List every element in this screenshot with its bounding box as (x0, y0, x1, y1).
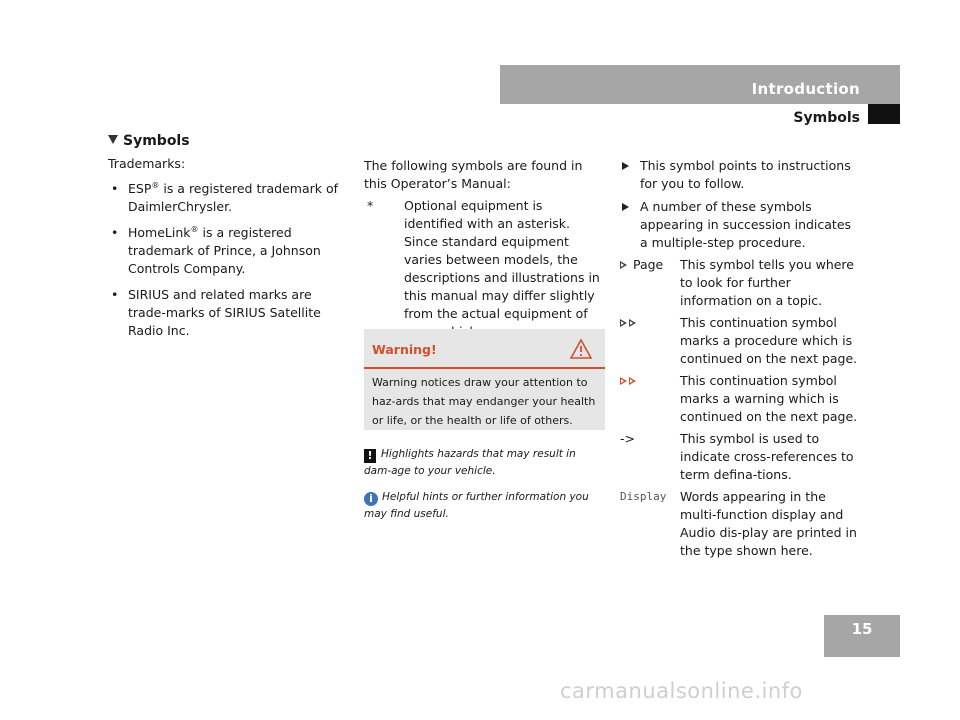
bullet-icon: • (111, 287, 119, 302)
hints-note: i Helpful hints or further information you may find useful. (364, 491, 589, 520)
warning-title: Warning! (372, 342, 437, 357)
warning-text: Warning notices draw your attention to haz-ards that may endanger your health or life, or the health or life of others. (372, 376, 596, 427)
continuation-icon (629, 319, 636, 327)
trademarks-label: Trademarks: (108, 156, 186, 171)
page-reference-icon (620, 261, 627, 269)
warning-triangle-icon (569, 338, 593, 360)
exclamation-icon: ! (364, 449, 376, 463)
warning-continuation-icon (629, 377, 636, 385)
chapter-title: Introduction (751, 80, 860, 98)
symbols-intro: The following symbols are found in this Operator’s Manual: (364, 158, 583, 191)
bullet-icon: • (111, 181, 119, 196)
asterisk-description: Optional equipment is identified with an asterisk. Since standard equipment varies between models, the descriptions and illustrations in this manual may differ slightly from the actual equipment of (404, 198, 600, 321)
section-triangle-icon (108, 135, 118, 144)
warning-divider (364, 367, 605, 369)
trademarks-list (108, 180, 346, 348)
list-item: • ESP® is a registered trademark of DaimlerChrysler. (111, 180, 339, 214)
section-title: Symbols (108, 132, 190, 150)
list-item: • HomeLink® is a registered trademark of Prince, a Johnson Controls Company. (111, 224, 321, 276)
info-icon: i (364, 492, 378, 506)
arrow-right-icon (622, 203, 629, 211)
display-type-sample: Display (620, 490, 667, 503)
section-header: Symbols (793, 110, 860, 126)
watermark: carmanualsonline.info (560, 679, 803, 703)
warning-box (364, 329, 605, 430)
asterisk-symbol: * (367, 198, 374, 213)
continuation-icon (620, 319, 627, 327)
cross-reference-symbol: -> (620, 431, 635, 446)
page-number: 15 (851, 620, 873, 638)
header-marker-block (868, 104, 900, 124)
bullet-icon: • (111, 225, 119, 240)
list-item: • SIRIUS and related marks are trade-marks of SIRIUS Satellite Radio Inc. (111, 287, 321, 338)
hazard-note: ! Highlights hazards that may result in dam-age to your vehicle. (364, 448, 576, 477)
arrow-right-icon (622, 162, 629, 170)
warning-continuation-icon (620, 377, 627, 385)
